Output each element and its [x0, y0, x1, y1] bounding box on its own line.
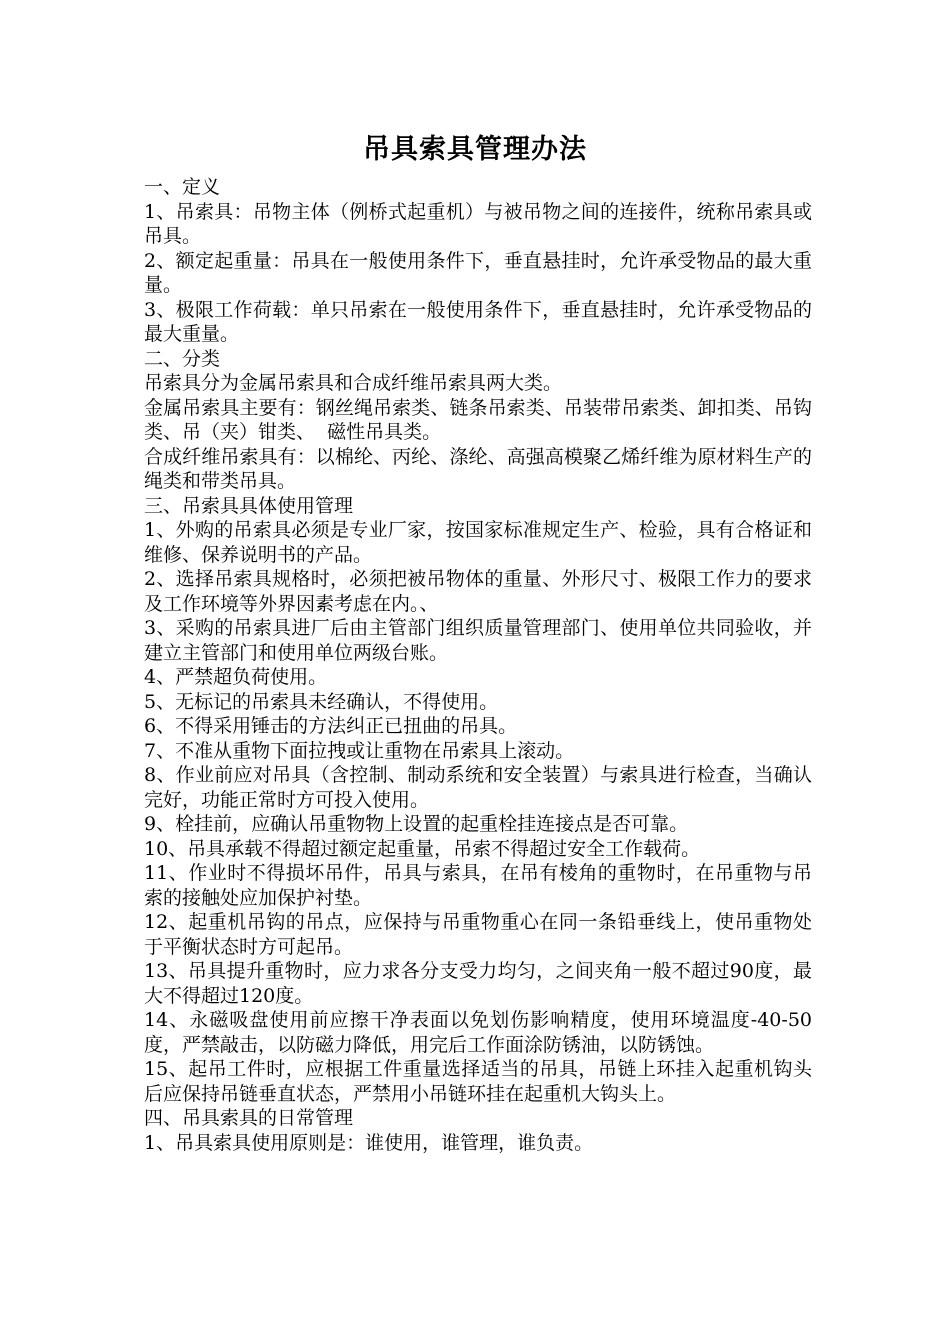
paragraph: 2、额定起重量：吊具在一般使用条件下，垂直悬挂时，允许承受物品的最大重量。 — [144, 249, 812, 296]
paragraph: 吊索具分为金属吊索具和合成纤维吊索具两大类。 — [144, 372, 563, 394]
paragraph: 11、作业时不得损坏吊件，吊具与索具，在吊有棱角的重物时，在吊重物与吊索的接触处应加保护衬垫。 — [144, 862, 812, 909]
document-title: 吊具索具管理办法 — [363, 134, 587, 165]
paragraph: 13、吊具提升重物时，应力求各分支受力均匀，之间夹角一般不超过90度，最大不得超过120度。 — [144, 960, 812, 1007]
paragraph: 14、永磁吸盘使用前应擦干净表面以免划伤影响精度，使用环境温度-40-50度，严禁敲击，以防磁力降低，用完后工作面涂防锈油，以防锈蚀。 — [144, 1009, 812, 1056]
section-heading-classification: 二、分类 — [144, 347, 221, 370]
paragraph: 2、选择吊索具规格时，必须把被吊物体的重量、外形尺寸、极限工作力的要求及工作环境等外界因素考虑在内。、 — [144, 568, 812, 615]
paragraph: 5、无标记的吊索具未经确认，不得使用。 — [144, 690, 499, 713]
paragraph: 12、起重机吊钩的吊点，应保持与吊重物重心在同一条铅垂线上，使吊重物处于平衡状态时方可起吊。 — [144, 911, 812, 958]
paragraph: 9、栓挂前，应确认吊重物物上设置的起重栓挂连接点是否可靠。 — [144, 813, 689, 835]
paragraph: 4、严禁超负荷使用。 — [144, 666, 328, 688]
paragraph: 金属吊索具主要有：钢丝绳吊索类、链条吊索类、吊装带吊索类、卸扣类、吊钩类、吊（夹）钳类、 磁性吊具类。 — [144, 396, 812, 443]
section-heading-daily-management: 四、吊具索具的日常管理 — [144, 1107, 354, 1129]
paragraph: 8、作业前应对吊具（含控制、制动系统和安全装置）与索具进行检查，当确认完好，功能正常时方可投入使用。 — [144, 764, 812, 811]
paragraph: 6、不得采用锤击的方法纠正已扭曲的吊具。 — [144, 715, 518, 737]
section-heading-usage-management: 三、吊索具具体使用管理 — [144, 494, 354, 517]
paragraph: 3、极限工作荷载：单只吊索在一般使用条件下，垂直悬挂时，允许承受物品的最大重量。 — [144, 298, 812, 345]
paragraph: 1、吊索具：吊物主体（例桥式起重机）与被吊物之间的连接件，统称吊索具或吊具。 — [144, 200, 812, 247]
paragraph: 15、起吊工件时，应根据工件重量选择适当的吊具，吊链上环挂入起重机钩头后应保持吊链垂直状态，严禁用小吊链环挂在起重机大钩头上。 — [144, 1058, 812, 1105]
paragraph: 3、采购的吊索具进厂后由主管部门组织质量管理部门、使用单位共同验收，并建立主管部门和使用单位两级台账。 — [144, 617, 812, 664]
document-body — [144, 175, 812, 1155]
paragraph: 合成纤维吊索具有：以棉纶、丙纶、涤纶、高强高模聚乙烯纤维为原材料生产的绳类和带类吊具。 — [144, 445, 812, 492]
section-heading-definition: 一、定义 — [144, 176, 221, 198]
paragraph: 10、吊具承载不得超过额定起重量，吊索不得超过安全工作载荷。 — [144, 837, 701, 860]
paragraph: 1、外购的吊索具必须是专业厂家，按国家标准规定生产、检验，具有合格证和维修、保养说明书的产品。 — [144, 519, 812, 566]
paragraph: 1、吊具索具使用原则是：谁使用，谁管理，谁负责。 — [144, 1131, 594, 1154]
paragraph: 7、不准从重物下面拉拽或让重物在吊索具上滚动。 — [144, 739, 575, 762]
